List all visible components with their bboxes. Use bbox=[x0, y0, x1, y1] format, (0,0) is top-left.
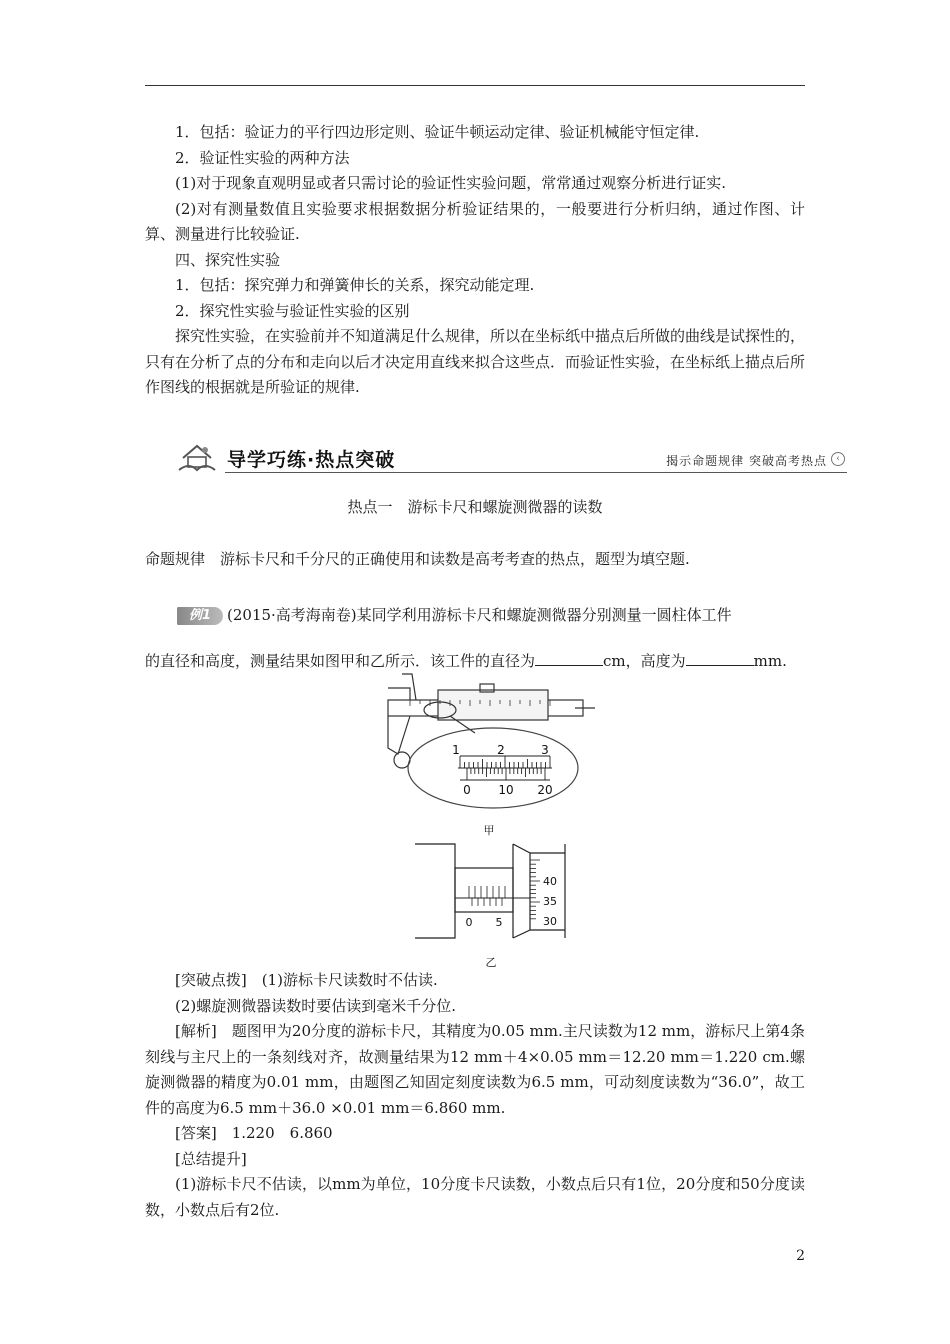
micrometer-thimble-label: 30 bbox=[543, 915, 557, 928]
micrometer-caption: 乙 bbox=[485, 956, 497, 969]
answer-blank-diameter bbox=[535, 651, 603, 666]
answer-line: [答案] 1.220 6.860 bbox=[175, 1124, 333, 1142]
hot-point-title: 热点一 游标卡尺和螺旋测微器的读数 bbox=[347, 498, 603, 516]
chevron-left-icon: ‹ bbox=[831, 452, 845, 466]
header-rule bbox=[145, 85, 805, 86]
paragraph: (1)对于现象直观明显或者只需讨论的验证性实验问题，常常通过观察分析进行证实. bbox=[175, 174, 727, 192]
top-text-block bbox=[145, 120, 805, 401]
example-badge: 例1 bbox=[177, 607, 223, 625]
paragraph: 2．探究性实验与验证性实验的区别 bbox=[175, 301, 410, 320]
banner-subtitle: 揭示命题规律 突破高考热点 bbox=[666, 454, 827, 468]
caliper-labels bbox=[452, 743, 552, 837]
caliper-caption: 甲 bbox=[483, 824, 495, 837]
banner-title: 导学巧练·热点突破 bbox=[227, 449, 396, 471]
page-number: 2 bbox=[796, 1248, 805, 1264]
paragraph: 探究性实验，在实验前并不知道满足什么规律，所以在坐标纸中描点后所做的曲线是试探性的，只有在分析了点的分布和走向以后才决定用直线来拟合这些点．而验证性实验，在坐标纸上描点后所作图线的根据就是所验证的规律. bbox=[145, 327, 806, 396]
paragraph: 2．验证性实验的两种方法 bbox=[175, 148, 350, 167]
caliper-main-label: 1 bbox=[452, 743, 460, 757]
vernier-caliper bbox=[388, 674, 595, 808]
summary-heading: [总结提升] bbox=[175, 1149, 247, 1168]
example-text: mm. bbox=[753, 652, 787, 670]
proposition-rule: 命题规律 游标卡尺和千分尺的正确使用和读数是高考考查的热点，题型为填空题. bbox=[145, 550, 690, 568]
section-heading: 四、探究性实验 bbox=[175, 250, 281, 269]
paragraph: 1．包括：验证力的平行四边形定则、验证牛顿运动定律、验证机械能守恒定律. bbox=[175, 123, 700, 141]
example-text: cm，高度为 bbox=[603, 652, 686, 670]
micrometer-labels bbox=[466, 875, 558, 969]
micrometer-thimble-label: 35 bbox=[543, 895, 557, 908]
paragraph: 1．包括：探究弹力和弹簧伸长的关系，探究动能定理. bbox=[175, 276, 535, 294]
caliper-main-label: 2 bbox=[497, 743, 505, 757]
example-line-1 bbox=[177, 604, 732, 625]
hint-line: (2)螺旋测微器读数时要估读到毫米千分位. bbox=[175, 996, 457, 1015]
banner-underline bbox=[225, 472, 847, 473]
hint-line: [突破点拨] (1)游标卡尺读数时不估读. bbox=[175, 971, 438, 989]
caliper-main-label: 3 bbox=[541, 743, 549, 757]
paragraph: (2)对有测量数值且实验要求根据数据分析验证结果的，一般要进行分析归纳，通过作图、计算、测量进行比较验证. bbox=[145, 199, 805, 243]
analysis-paragraph: [解析] 题图甲为20分度的游标卡尺，其精度为0.05 mm.主尺读数为12 mm，游标尺上第4条刻线与主尺上的一条刻线对齐，故测量结果为12 mm＋4×0.05 mm＝12.20 mm＝1.220 cm.螺旋测微器的精度为0.01 mm，由题图乙知固定刻度读数为6.5 mm，可动刻度读数为“36.0”，故工件的高度为6.5 mm＋36.0 ×0.01 mm＝6.860 mm. bbox=[145, 1022, 805, 1117]
example-text: (2015·高考海南卷)某同学利用游标卡尺和螺旋测微器分别测量一圆柱体工件 bbox=[227, 606, 732, 624]
measurement-figure bbox=[380, 668, 595, 973]
caliper-vernier-label: 0 bbox=[463, 783, 471, 797]
caliper-vernier-label: 10 bbox=[498, 783, 514, 797]
micrometer-thimble-label: 40 bbox=[543, 875, 557, 888]
book-house-icon bbox=[175, 440, 219, 474]
caliper-zoom-scale bbox=[458, 756, 552, 780]
solution-block bbox=[145, 968, 805, 1223]
example-text: 的直径和高度，测量结果如图甲和乙所示．该工件的直径为 bbox=[145, 652, 536, 670]
micrometer-sleeve-label: 0 bbox=[465, 916, 473, 929]
answer-blank-height bbox=[686, 651, 754, 666]
caliper-vernier-label: 20 bbox=[537, 783, 553, 797]
summary-paragraph: (1)游标卡尺不估读，以mm为单位，10分度卡尺读数，小数点后只有1位，20分度和50分度读数，小数点后有2位. bbox=[145, 1175, 805, 1219]
micrometer-sleeve-label: 5 bbox=[495, 916, 503, 929]
section-banner bbox=[175, 440, 847, 476]
